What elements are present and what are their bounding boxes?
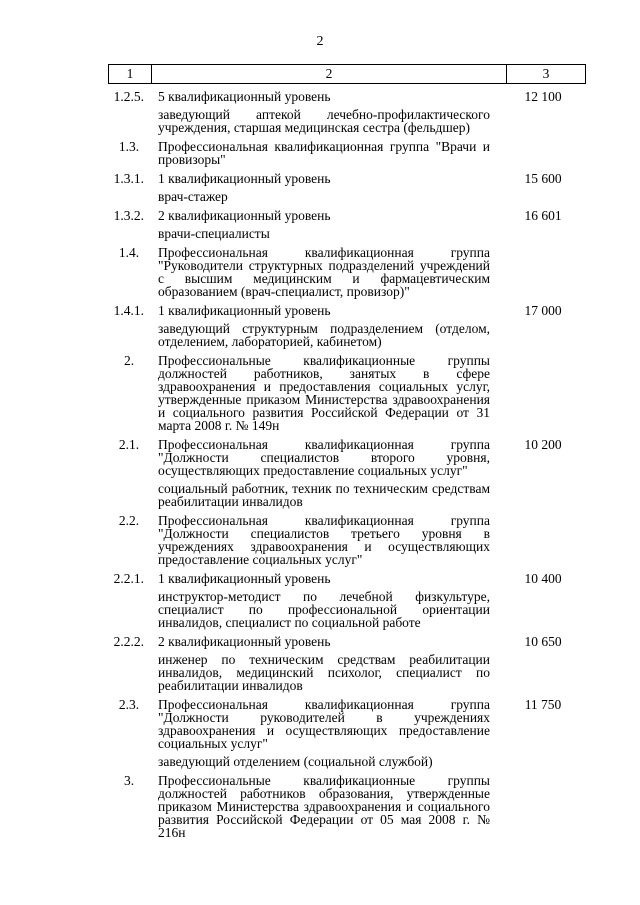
row-number [108,227,150,240]
row-number [108,322,150,348]
row-number: 2.2. [118,513,140,528]
table-header [108,64,586,84]
table-row [108,304,586,317]
row-description: 2 квалификационный уровень [158,634,331,649]
row-description: Профессиональная квалификационная группа "Должности специалистов третьего уровня в учреждениях здравоохранения и осуществляющих предоставление социальных услуг" [158,513,490,567]
table-row [108,774,586,839]
row-description: заведующий структурным подразделением (отделом, отделением, лабораторией, кабинетом) [158,321,490,349]
row-salary: 17 000 [524,303,562,318]
table-row [108,140,586,166]
row-description: 1 квалификационный уровень [158,571,331,586]
row-number [108,653,150,692]
table-row [108,246,586,298]
row-salary [490,482,586,508]
row-description: Профессиональная квалификационная группа "Врачи и провизоры" [158,139,490,167]
row-salary [490,227,586,240]
row-number: 1.4. [118,245,140,260]
row-salary [490,653,586,692]
table-row [108,108,586,134]
row-number: 2.1. [118,437,140,452]
row-description: врачи-специалисты [158,226,270,241]
row-description: Профессиональные квалификационные группы должностей работников образования, утвержденные приказом Министерства здравоохранения и социального развития Российской Федерации от 05 мая 2008 г. № 216н [158,773,490,840]
row-salary [490,774,586,839]
table-row [108,227,586,240]
row-description: инженер по техническим средствам реабилитации инвалидов, медицинский психолог, специалист по реабилитации инвалидов [158,652,490,693]
table-row [108,438,586,477]
table-row [108,90,586,103]
row-salary: 16 601 [524,208,562,223]
table-row [108,514,586,566]
salary-table [108,64,586,839]
row-description: 1 квалификационный уровень [158,303,331,318]
row-salary: 12 100 [524,89,562,104]
row-description: Профессиональная квалификационная группа "Руководители структурных подразделений учреждений с высшим медицинским и фармацевтическим образованием (врач-специалист, провизор)" [158,245,490,299]
row-number: 1.4.1. [113,303,144,318]
row-salary: 10 650 [524,634,562,649]
row-salary [490,190,586,203]
row-number: 3. [123,773,135,788]
table-row [108,172,586,185]
row-salary: 10 400 [524,571,562,586]
row-salary [490,590,586,629]
table-row [108,698,586,750]
row-description: врач-стажер [158,189,228,204]
row-salary: 11 750 [524,697,562,712]
table-row [108,354,586,432]
table-row [108,572,586,585]
row-description: социальный работник, техник по техническим средствам реабилитации инвалидов [158,481,490,509]
row-salary [490,322,586,348]
row-salary: 10 200 [524,437,562,452]
header-col-1: 1 [109,65,152,83]
row-number [108,108,150,134]
table-row [108,590,586,629]
row-description: 5 квалификационный уровень [158,89,331,104]
row-number: 1.2.5. [113,89,144,104]
row-number: 2.3. [118,697,140,712]
row-salary [490,755,586,768]
table-row [108,635,586,648]
row-salary [490,108,586,134]
row-number [108,190,150,203]
row-description: 1 квалификационный уровень [158,171,331,186]
row-number: 2.2.1. [113,571,144,586]
row-description: Профессиональные квалификационные группы должностей работников, занятых в сфере здравоохранения и предоставления социальных услуг, утвержденные приказом Министерства здравоохранения и социального развития Российской Федерации от 31 марта 2008 г. № 149н [158,353,490,433]
row-salary [490,246,586,298]
table-row [108,190,586,203]
header-col-2: 2 [152,65,507,83]
table-row [108,322,586,348]
row-number: 1.3.2. [113,208,144,223]
table-body [108,90,586,839]
row-description: 2 квалификационный уровень [158,208,331,223]
row-number: 1.3. [118,139,140,154]
row-description: Профессиональная квалификационная группа "Должности руководителей в учреждениях здравоохранения и осуществляющих предоставление социальных услуг" [158,697,490,751]
table-row [108,755,586,768]
table-row [108,653,586,692]
page-number: 2 [316,34,324,49]
row-number [108,482,150,508]
row-salary [490,140,586,166]
row-number: 1.3.1. [113,171,144,186]
row-salary: 15 600 [524,171,562,186]
row-description: заведующий отделением (социальной службой) [158,754,433,769]
row-description: Профессиональная квалификационная группа "Должности специалистов второго уровня, осуществляющих предоставление социальных услуг" [158,437,490,478]
row-salary [490,354,586,432]
row-number [108,590,150,629]
row-number: 2.2.2. [113,634,144,649]
row-number [108,755,150,768]
row-salary [490,514,586,566]
table-row [108,482,586,508]
table-row [108,209,586,222]
header-col-3: 3 [542,66,550,81]
row-description: заведующий аптекой лечебно-профилактического учреждения, старшая медицинская сестра (фельдшер) [158,107,490,135]
row-description: инструктор-методист по лечебной физкультуре, специалист по профессиональной ориентации инвалидов, специалист по социальной работе [158,589,490,630]
row-number: 2. [123,353,135,368]
